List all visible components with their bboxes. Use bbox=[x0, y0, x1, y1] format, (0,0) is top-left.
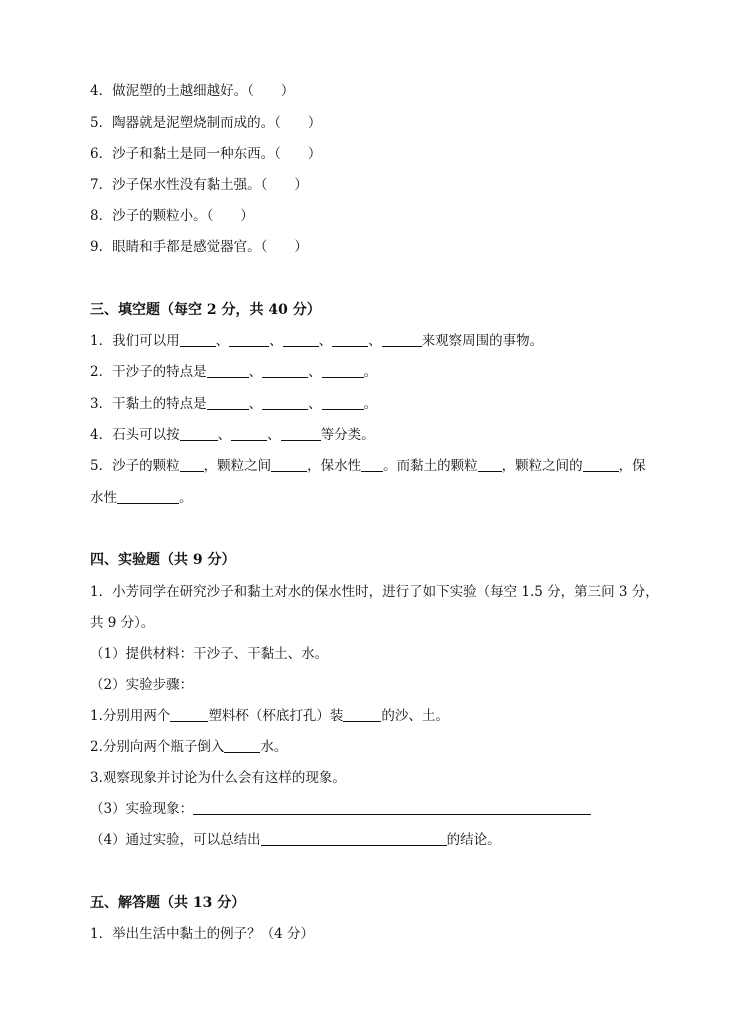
experiment-step-3: 3.观察现象并讨论为什么会有这样的现象。 bbox=[90, 770, 346, 786]
judge-question-4: 4．做泥塑的土越细越好。（ ） bbox=[90, 83, 295, 99]
experiment-question-line-1: 1．小芳同学在研究沙子和黏土对水的保水性时，进行了如下实验（每空 1.5 分，第三问 3 分， bbox=[90, 584, 659, 600]
answer-blank[interactable] bbox=[361, 457, 383, 472]
fill-question-3 bbox=[90, 394, 377, 414]
answer-blank[interactable] bbox=[207, 363, 249, 378]
separator: 、 bbox=[269, 333, 283, 349]
answer-blank[interactable] bbox=[343, 707, 381, 722]
answer-blank[interactable] bbox=[382, 332, 422, 347]
step2-text-b: 水。 bbox=[260, 739, 288, 755]
period: 。 bbox=[363, 364, 378, 380]
experiment-steps-label: （2）实验步骤： bbox=[90, 677, 194, 693]
fill-question-5-continued bbox=[90, 488, 193, 508]
fill-question-2 bbox=[90, 362, 377, 382]
answer-blank[interactable] bbox=[261, 831, 447, 846]
fill-q5-text-f: ，保 bbox=[618, 458, 646, 474]
experiment-step-2 bbox=[90, 737, 287, 757]
answer-blank[interactable] bbox=[193, 800, 591, 815]
answer-blank[interactable] bbox=[231, 426, 267, 441]
fill-q5-text-g: 水性 bbox=[90, 490, 117, 506]
answer-blank[interactable] bbox=[180, 426, 218, 441]
period: 。 bbox=[179, 490, 193, 506]
fill-q5-text-a: 5．沙子的颗粒 bbox=[90, 458, 180, 474]
period: 。 bbox=[363, 396, 378, 412]
fill-question-1 bbox=[90, 331, 543, 351]
conclusion-text-b: 的结论。 bbox=[446, 832, 501, 848]
answer-blank[interactable] bbox=[170, 707, 208, 722]
fill-q2-text-start: 2．干沙子的特点是 bbox=[90, 364, 207, 380]
fill-q5-text-c: ，保水性 bbox=[307, 458, 362, 474]
answer-blank[interactable] bbox=[224, 738, 260, 753]
answer-blank[interactable] bbox=[281, 426, 321, 441]
experiment-conclusion bbox=[90, 830, 501, 850]
step2-text-a: 2.分别向两个瓶子倒入 bbox=[90, 739, 225, 755]
fill-question-5 bbox=[90, 456, 646, 476]
separator: 、 bbox=[267, 427, 281, 443]
conclusion-text-a: （4）通过实验，可以总结出 bbox=[90, 832, 261, 848]
answer-blank[interactable] bbox=[271, 457, 307, 472]
fill-q4-text-end: 等分类。 bbox=[320, 427, 375, 443]
answer-blank[interactable] bbox=[229, 332, 269, 347]
answer-blank[interactable] bbox=[262, 395, 308, 410]
experiment-materials: （1）提供材料：干沙子、干黏土、水。 bbox=[90, 646, 329, 662]
separator: 、 bbox=[308, 396, 322, 412]
fill-q1-text-end: 来观察周围的事物。 bbox=[421, 333, 544, 349]
answer-blank[interactable] bbox=[478, 457, 502, 472]
separator: 、 bbox=[248, 396, 263, 412]
answer-blank[interactable] bbox=[117, 489, 179, 504]
fill-q3-text-start: 3．干黏土的特点是 bbox=[90, 396, 207, 412]
answer-blank[interactable] bbox=[583, 457, 619, 472]
phenomenon-label: （3）实验现象： bbox=[90, 801, 194, 817]
answer-blank[interactable] bbox=[283, 332, 319, 347]
fill-q4-text-start: 4．石头可以按 bbox=[90, 427, 180, 443]
fill-section-heading: 三、填空题（每空 2 分，共 40 分） bbox=[90, 302, 321, 318]
separator: 、 bbox=[368, 333, 382, 349]
separator: 、 bbox=[308, 364, 322, 380]
fill-q5-text-b: ，颗粒之间 bbox=[203, 458, 272, 474]
judge-question-7: 7．沙子保水性没有黏土强。（ ） bbox=[90, 177, 308, 193]
answer-blank[interactable] bbox=[262, 363, 308, 378]
fill-q1-text-start: 1．我们可以用 bbox=[90, 333, 180, 349]
judge-question-9: 9．眼睛和手都是感觉器官。（ ） bbox=[90, 239, 308, 255]
answer-blank[interactable] bbox=[332, 332, 368, 347]
separator: 、 bbox=[217, 427, 232, 443]
answer-section-heading: 五、解答题（共 13 分） bbox=[90, 895, 246, 911]
fill-q5-text-d: 。而黏土的颗粒 bbox=[383, 458, 478, 474]
fill-question-4 bbox=[90, 425, 375, 445]
judge-question-6: 6．沙子和黏土是同一种东西。（ ） bbox=[90, 146, 322, 162]
experiment-question-line-2: 共 9 分）。 bbox=[90, 615, 155, 631]
answer-blank[interactable] bbox=[322, 395, 364, 410]
separator: 、 bbox=[215, 333, 230, 349]
judge-question-8: 8．沙子的颗粒小。（ ） bbox=[90, 208, 254, 224]
experiment-step-1 bbox=[90, 706, 449, 726]
separator: 、 bbox=[248, 364, 263, 380]
answer-question-1: 1．举出生活中黏土的例子？（4 分） bbox=[90, 926, 314, 942]
fill-q5-text-e: ，颗粒之间的 bbox=[501, 458, 583, 474]
judge-question-5: 5．陶器就是泥塑烧制而成的。（ ） bbox=[90, 115, 322, 131]
experiment-section-heading: 四、实验题（共 9 分） bbox=[90, 552, 236, 568]
answer-blank[interactable] bbox=[207, 395, 249, 410]
step1-text-b: 塑料杯（杯底打孔）装 bbox=[208, 708, 344, 724]
step1-text-c: 的沙、土。 bbox=[381, 708, 449, 724]
separator: 、 bbox=[318, 333, 333, 349]
answer-blank[interactable] bbox=[180, 457, 204, 472]
answer-blank[interactable] bbox=[322, 363, 364, 378]
step1-text-a: 1.分别用两个 bbox=[90, 708, 171, 724]
experiment-phenomenon bbox=[90, 799, 591, 819]
answer-blank[interactable] bbox=[180, 332, 216, 347]
